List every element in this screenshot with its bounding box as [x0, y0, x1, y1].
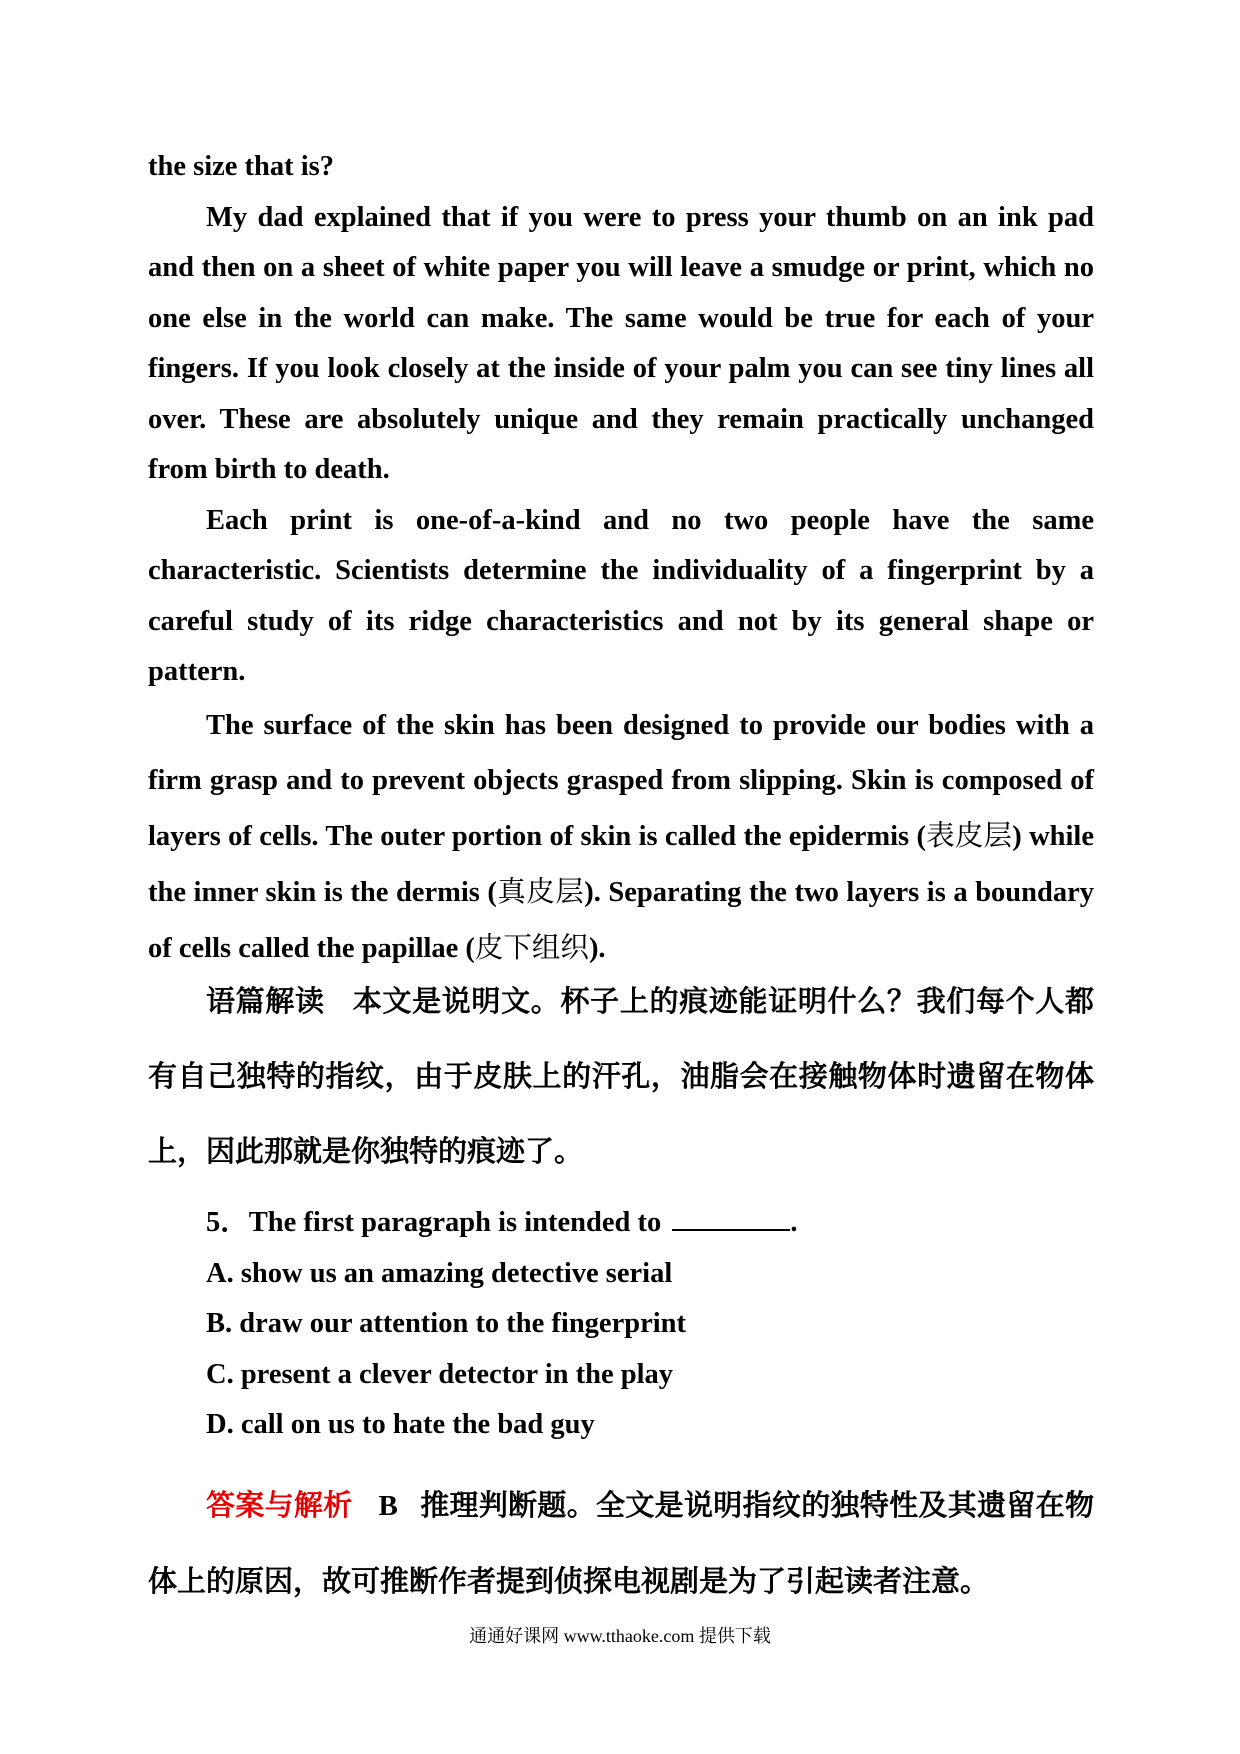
- paragraph-4-text-2: ) while the inner skin is the dermis (: [148, 820, 1094, 908]
- passage-paragraph-4: [148, 698, 1094, 976]
- answer-blank: [672, 1205, 790, 1231]
- paragraph-4-text-1: The surface of the skin has been designed to provide our bodies with a firm grasp and to prevent objects grasped from slipping. Skin is composed of layers of cells. The outer portion of skin is called the epidermis (: [148, 709, 1094, 852]
- answer-label: 答案与解析: [206, 1488, 353, 1522]
- answer-letter: B: [378, 1490, 398, 1522]
- reading-analysis-text: 本文是说明文。杯子上的痕迹能证明什么？我们每个人都有自己独特的指纹，由于皮肤上的汗孔，油脂会在接触物体时遗留在物体上，因此那就是你独特的痕迹了。: [148, 984, 1094, 1168]
- option-d: D. call on us to hate the bad guy: [206, 1409, 595, 1440]
- page-footer: 通通好课网 www.tthaoke.com 提供下载: [469, 1626, 771, 1646]
- passage: [148, 142, 1094, 976]
- question-5: [206, 1198, 1094, 1451]
- passage-paragraph-3: Each print is one-of-a-kind and no two people have the same characteristic. Scientists determine the individuality of a fingerprint by a careful study of its ridge characteristics and not by its general shape or pattern.: [148, 504, 1094, 687]
- paragraph-4-text-3: ). Separating the two layers is a boundary of cells called the papillae (: [148, 876, 1094, 964]
- option-c: C. present a clever detector in the play: [206, 1358, 673, 1390]
- answer-text: 推理判断题。全文是说明指纹的独特性及其遗留在物体上的原因，故可推断作者提到侦探电视剧是为了引起读者注意。: [148, 1488, 1094, 1598]
- question-stem-text: 5．The first paragraph is intended to: [206, 1207, 662, 1238]
- question-stem: [206, 1198, 1094, 1249]
- paragraph-4-cn-papillae: 皮下组织: [474, 930, 589, 964]
- paragraph-4-cn-dermis: 真皮层: [496, 874, 585, 908]
- answer-explanation: [148, 1468, 1094, 1619]
- passage-paragraph-2: My dad explained that if you were to press your thumb on an ink pad and then on a sheet of white paper you will leave a smudge or print, which no one else in the world can make. The same would be true for each of your fingers. If you look closely at the inside of your palm you can see tiny lines all over. These are absolutely unique and they remain practically unchanged from birth to death.: [148, 201, 1094, 485]
- question-stem-end: .: [790, 1207, 798, 1238]
- reading-analysis: [148, 964, 1094, 1189]
- option-a: A. show us an amazing detective serial: [206, 1257, 673, 1289]
- passage-line-continuation: the size that is?: [148, 151, 335, 182]
- paragraph-4-text-4: ).: [588, 932, 606, 964]
- reading-analysis-label: 语篇解读: [206, 984, 325, 1018]
- paragraph-4-cn-epidermis: 表皮层: [925, 818, 1013, 852]
- option-b: B. draw our attention to the fingerprint: [206, 1308, 686, 1339]
